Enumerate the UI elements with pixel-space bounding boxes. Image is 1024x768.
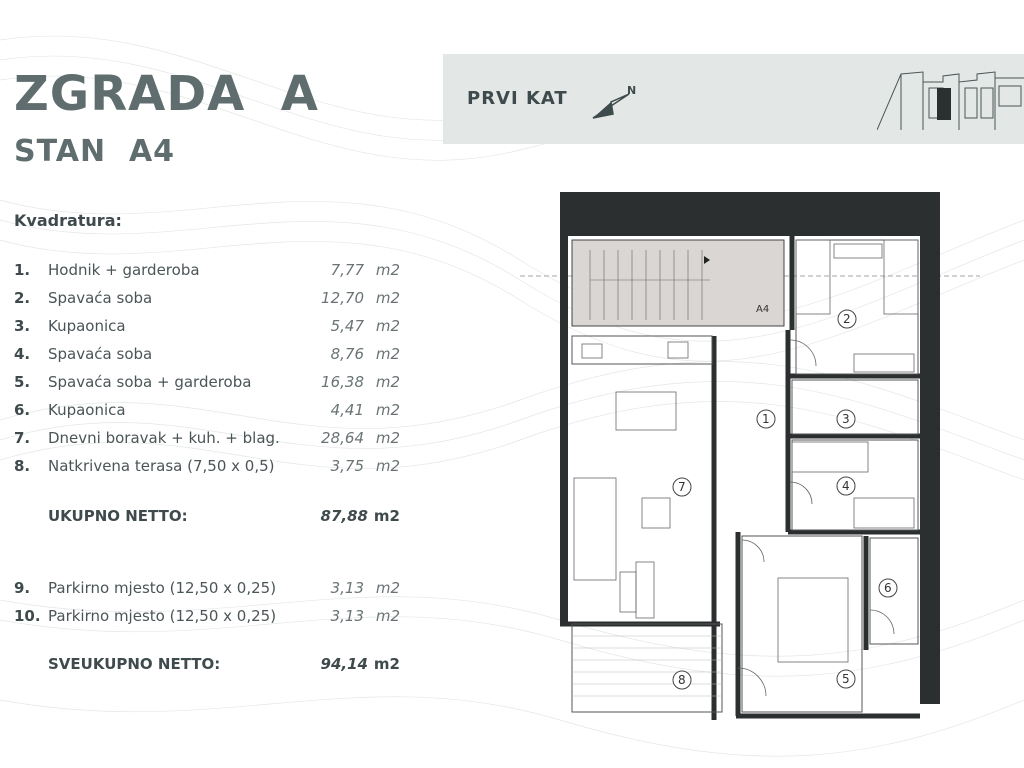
room-area: 5,47 — [330, 317, 364, 335]
room-unit: m2 — [375, 345, 400, 363]
unit-tag: A4 — [756, 304, 770, 315]
room-marker-label: 4 — [842, 479, 850, 493]
room-row — [14, 317, 404, 339]
building-key-plan — [877, 68, 1024, 130]
room-area: 7,77 — [330, 261, 364, 279]
parking-label: Parkirno mjesto (12,50 x 0,25) — [48, 607, 277, 625]
area-heading: Kvadratura: — [14, 211, 122, 230]
room-row — [14, 401, 404, 423]
room-area: 16,38 — [321, 373, 364, 391]
room-marker-label: 5 — [842, 672, 850, 686]
room-number: 1. — [14, 261, 31, 279]
parking-number: 9. — [14, 579, 31, 597]
room-number: 3. — [14, 317, 31, 335]
parking-label: Parkirno mjesto (12,50 x 0,25) — [48, 579, 277, 597]
room-marker-label: 8 — [678, 673, 686, 687]
grand-total-unit: m2 — [373, 655, 400, 673]
grand-total-value: 94,14 — [320, 655, 368, 673]
room-row — [14, 457, 404, 479]
room-number: 5. — [14, 373, 31, 391]
room-area: 12,70 — [321, 289, 364, 307]
room-label: Spavaća soba — [48, 289, 153, 307]
room-marker-label: 2 — [843, 312, 851, 326]
room-marker-label: 3 — [842, 412, 850, 426]
room-label: Spavaća soba — [48, 345, 153, 363]
net-total-value: 87,88 — [320, 507, 368, 525]
room-area: 4,41 — [330, 401, 364, 419]
room-label: Natkrivena terasa (7,50 x 0,5) — [48, 457, 275, 475]
room-unit: m2 — [375, 317, 400, 335]
parking-unit: m2 — [375, 579, 400, 597]
net-total-unit: m2 — [373, 507, 400, 525]
parking-row — [14, 579, 404, 601]
room-unit: m2 — [375, 289, 400, 307]
room-row — [14, 289, 404, 311]
room-row — [14, 429, 404, 451]
north-arrow-icon — [589, 80, 641, 122]
room-label: Kupaonica — [48, 317, 126, 335]
room-number: 4. — [14, 345, 31, 363]
room-number: 2. — [14, 289, 31, 307]
room-unit: m2 — [375, 429, 400, 447]
parking-row — [14, 607, 404, 629]
room-area: 3,75 — [330, 457, 364, 475]
room-marker-label: 7 — [678, 480, 686, 494]
grand-total-label: SVEUKUPNO NETTO: — [48, 655, 221, 673]
room-number: 8. — [14, 457, 31, 475]
room-number: 6. — [14, 401, 31, 419]
floor-header — [443, 54, 1024, 144]
unit-highlight — [937, 88, 951, 120]
parking-number: 10. — [14, 607, 41, 625]
room-number: 7. — [14, 429, 31, 447]
parking-area: 3,13 — [330, 607, 364, 625]
parking-area: 3,13 — [330, 579, 364, 597]
net-total-row — [48, 507, 404, 525]
floor-plan — [520, 180, 980, 748]
room-unit: m2 — [375, 373, 400, 391]
room-row — [14, 373, 404, 395]
room-marker-label: 6 — [884, 581, 892, 595]
room-row — [14, 345, 404, 367]
building-title: ZGRADA A — [14, 66, 319, 122]
floor-label: PRVI KAT — [467, 88, 568, 109]
room-unit: m2 — [375, 261, 400, 279]
room-unit: m2 — [375, 457, 400, 475]
room-label: Dnevni boravak + kuh. + blag. — [48, 429, 280, 447]
compass-letter: N — [627, 84, 637, 97]
room-unit: m2 — [375, 401, 400, 419]
unit-title: STAN A4 — [14, 134, 176, 169]
room-area: 8,76 — [330, 345, 364, 363]
room-label: Hodnik + garderoba — [48, 261, 200, 279]
room-label: Kupaonica — [48, 401, 126, 419]
net-total-label: UKUPNO NETTO: — [48, 507, 188, 525]
room-marker-label: 1 — [762, 412, 770, 426]
room-area: 28,64 — [321, 429, 364, 447]
grand-total-row — [48, 655, 404, 673]
room-label: Spavaća soba + garderoba — [48, 373, 252, 391]
room-row — [14, 261, 404, 283]
parking-unit: m2 — [375, 607, 400, 625]
